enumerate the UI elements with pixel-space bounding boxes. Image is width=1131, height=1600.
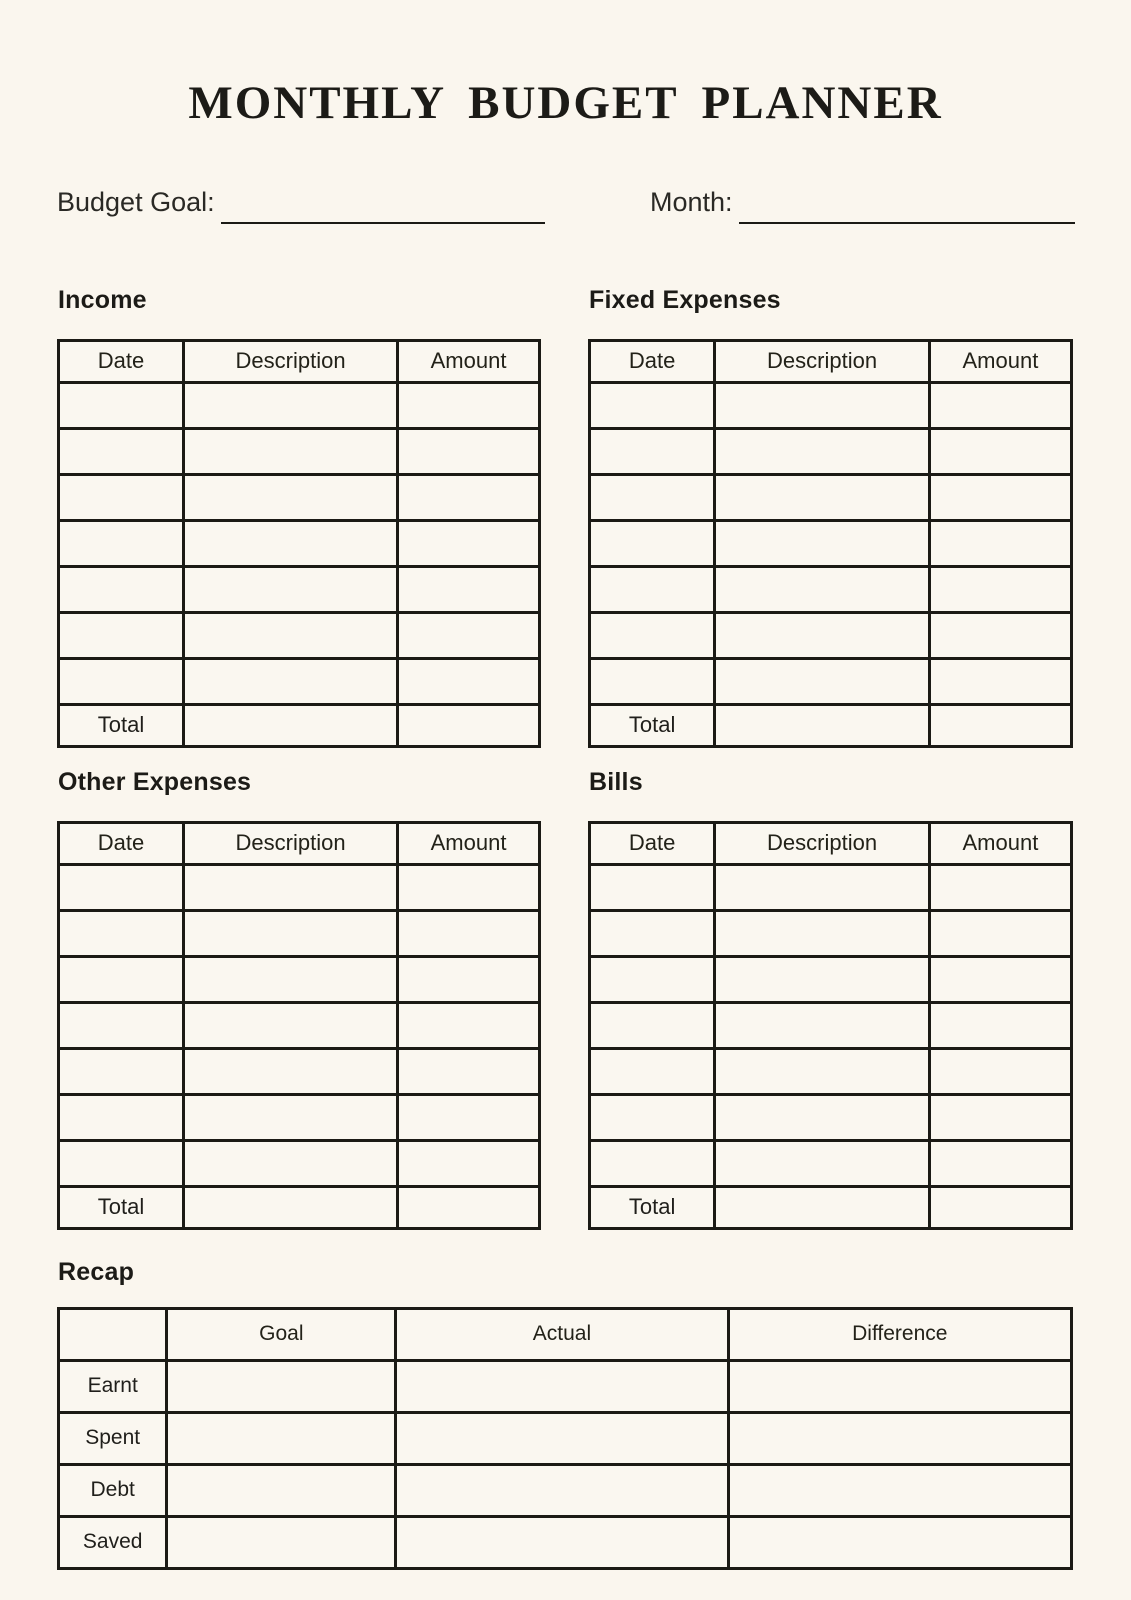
- bills-section: [588, 748, 1073, 1230]
- amount-cell: [929, 520, 1071, 566]
- total-row: [59, 1186, 540, 1228]
- header-fields: [57, 186, 1075, 220]
- description-cell: [184, 382, 398, 428]
- recap-row: [59, 1464, 1072, 1516]
- total-amount-cell: [929, 704, 1071, 746]
- description-cell: [184, 910, 398, 956]
- column-header-date: Date: [59, 340, 184, 382]
- total-description-cell: [184, 1186, 398, 1228]
- date-cell: [59, 864, 184, 910]
- date-cell: [59, 910, 184, 956]
- recap-row-label: Saved: [59, 1516, 167, 1568]
- income-table: [57, 339, 541, 748]
- date-cell: [59, 1140, 184, 1186]
- budget-goal-line: [221, 222, 545, 224]
- difference-cell: [728, 1412, 1071, 1464]
- description-cell: [184, 658, 398, 704]
- table-header-row: [590, 822, 1072, 864]
- month-line: [739, 222, 1075, 224]
- description-cell: [715, 566, 929, 612]
- description-cell: [184, 956, 398, 1002]
- table-row: [59, 428, 540, 474]
- description-cell: [715, 1094, 929, 1140]
- table-row: [59, 612, 540, 658]
- description-cell: [715, 474, 929, 520]
- total-description-cell: [715, 704, 929, 746]
- goal-cell: [167, 1516, 396, 1568]
- date-cell: [59, 474, 184, 520]
- column-header-amount: Amount: [398, 822, 540, 864]
- other-expenses-heading: Other Expenses: [58, 767, 252, 796]
- amount-cell: [398, 864, 540, 910]
- column-header-date: Date: [59, 822, 184, 864]
- total-amount-cell: [398, 1186, 540, 1228]
- table-row: [590, 1048, 1072, 1094]
- date-cell: [590, 566, 715, 612]
- total-label-cell: Total: [59, 704, 184, 746]
- description-cell: [715, 864, 929, 910]
- amount-cell: [398, 956, 540, 1002]
- recap-row: [59, 1516, 1072, 1568]
- description-cell: [184, 520, 398, 566]
- amount-cell: [929, 474, 1071, 520]
- date-cell: [590, 658, 715, 704]
- recap-table: [57, 1307, 1073, 1570]
- budget-goal-field: [57, 186, 545, 220]
- amount-cell: [929, 612, 1071, 658]
- recap-heading: Recap: [58, 1257, 135, 1286]
- amount-cell: [929, 658, 1071, 704]
- date-cell: [59, 612, 184, 658]
- description-cell: [715, 956, 929, 1002]
- date-cell: [59, 382, 184, 428]
- table-header-row: [590, 340, 1072, 382]
- table-header-row: [59, 340, 540, 382]
- column-header-date: Date: [590, 822, 715, 864]
- amount-cell: [398, 1048, 540, 1094]
- table-row: [590, 658, 1072, 704]
- description-cell: [715, 612, 929, 658]
- table-row: [59, 956, 540, 1002]
- recap-row: [59, 1360, 1072, 1412]
- tables-grid: [57, 286, 1131, 1230]
- date-cell: [590, 382, 715, 428]
- total-label-cell: Total: [59, 1186, 184, 1228]
- table-row: [59, 658, 540, 704]
- column-header-description: Description: [715, 822, 929, 864]
- recap-column-goal: Goal: [167, 1308, 396, 1360]
- recap-column-actual: Actual: [396, 1308, 728, 1360]
- description-cell: [184, 1094, 398, 1140]
- description-cell: [184, 1048, 398, 1094]
- amount-cell: [398, 520, 540, 566]
- amount-cell: [398, 1094, 540, 1140]
- other-expenses-section: [57, 748, 541, 1230]
- table-row: [59, 382, 540, 428]
- column-header-description: Description: [184, 822, 398, 864]
- table-row: [59, 1094, 540, 1140]
- description-cell: [715, 1002, 929, 1048]
- amount-cell: [398, 474, 540, 520]
- column-header-amount: Amount: [929, 340, 1071, 382]
- description-cell: [715, 1048, 929, 1094]
- description-cell: [715, 382, 929, 428]
- amount-cell: [398, 658, 540, 704]
- income-section: [57, 286, 541, 748]
- total-row: [590, 1186, 1072, 1228]
- table-row: [59, 910, 540, 956]
- column-header-amount: Amount: [398, 340, 540, 382]
- table-row: [590, 1002, 1072, 1048]
- date-cell: [590, 1140, 715, 1186]
- goal-cell: [167, 1412, 396, 1464]
- description-cell: [715, 520, 929, 566]
- date-cell: [59, 1002, 184, 1048]
- bills-table: [588, 821, 1073, 1230]
- actual-cell: [396, 1412, 728, 1464]
- recap-row-label: Earnt: [59, 1360, 167, 1412]
- recap-column-difference: Difference: [728, 1308, 1071, 1360]
- date-cell: [590, 956, 715, 1002]
- table-row: [59, 864, 540, 910]
- table-row: [59, 474, 540, 520]
- amount-cell: [929, 382, 1071, 428]
- description-cell: [184, 566, 398, 612]
- date-cell: [59, 520, 184, 566]
- goal-cell: [167, 1464, 396, 1516]
- amount-cell: [929, 1140, 1071, 1186]
- total-row: [59, 704, 540, 746]
- description-cell: [715, 658, 929, 704]
- table-row: [590, 910, 1072, 956]
- column-header-amount: Amount: [929, 822, 1071, 864]
- date-cell: [590, 910, 715, 956]
- description-cell: [184, 474, 398, 520]
- description-cell: [184, 1002, 398, 1048]
- description-cell: [715, 1140, 929, 1186]
- table-header-row: [59, 822, 540, 864]
- column-header-date: Date: [590, 340, 715, 382]
- date-cell: [590, 612, 715, 658]
- budget-goal-label: Budget Goal:: [57, 187, 215, 217]
- recap-header-row: [59, 1308, 1072, 1360]
- total-label-cell: Total: [590, 704, 715, 746]
- fixed-expenses-table: [588, 339, 1073, 748]
- amount-cell: [929, 1048, 1071, 1094]
- table-row: [590, 520, 1072, 566]
- date-cell: [590, 1094, 715, 1140]
- amount-cell: [398, 566, 540, 612]
- amount-cell: [929, 956, 1071, 1002]
- other-expenses-table: [57, 821, 541, 1230]
- month-field: [650, 186, 1075, 220]
- amount-cell: [398, 612, 540, 658]
- goal-cell: [167, 1360, 396, 1412]
- table-row: [590, 382, 1072, 428]
- amount-cell: [398, 1002, 540, 1048]
- amount-cell: [929, 566, 1071, 612]
- date-cell: [590, 1002, 715, 1048]
- total-row: [590, 704, 1072, 746]
- difference-cell: [728, 1360, 1071, 1412]
- amount-cell: [929, 1094, 1071, 1140]
- total-description-cell: [715, 1186, 929, 1228]
- date-cell: [590, 474, 715, 520]
- table-row: [590, 474, 1072, 520]
- table-row: [590, 1140, 1072, 1186]
- date-cell: [590, 864, 715, 910]
- difference-cell: [728, 1464, 1071, 1516]
- table-row: [590, 1094, 1072, 1140]
- table-row: [59, 566, 540, 612]
- date-cell: [590, 520, 715, 566]
- fixed-expenses-heading: Fixed Expenses: [589, 285, 781, 314]
- recap-row-label: Debt: [59, 1464, 167, 1516]
- date-cell: [59, 1094, 184, 1140]
- amount-cell: [929, 428, 1071, 474]
- date-cell: [590, 428, 715, 474]
- income-heading: Income: [58, 285, 147, 314]
- table-row: [59, 520, 540, 566]
- recap-row: [59, 1412, 1072, 1464]
- description-cell: [715, 428, 929, 474]
- date-cell: [590, 1048, 715, 1094]
- page-title: MONTHLY BUDGET PLANNER: [188, 77, 943, 129]
- recap-row-label: Spent: [59, 1412, 167, 1464]
- date-cell: [59, 1048, 184, 1094]
- total-description-cell: [184, 704, 398, 746]
- bills-heading: Bills: [589, 767, 643, 796]
- table-row: [59, 1140, 540, 1186]
- column-header-description: Description: [715, 340, 929, 382]
- amount-cell: [929, 1002, 1071, 1048]
- fixed-expenses-section: [588, 286, 1073, 748]
- total-amount-cell: [398, 704, 540, 746]
- difference-cell: [728, 1516, 1071, 1568]
- table-row: [590, 612, 1072, 658]
- amount-cell: [929, 910, 1071, 956]
- description-cell: [184, 612, 398, 658]
- table-row: [59, 1002, 540, 1048]
- table-row: [59, 1048, 540, 1094]
- recap-corner-cell: [59, 1308, 167, 1360]
- table-row: [590, 428, 1072, 474]
- description-cell: [184, 428, 398, 474]
- month-label: Month:: [650, 187, 733, 217]
- amount-cell: [398, 382, 540, 428]
- date-cell: [59, 428, 184, 474]
- total-label-cell: Total: [590, 1186, 715, 1228]
- actual-cell: [396, 1360, 728, 1412]
- amount-cell: [398, 1140, 540, 1186]
- actual-cell: [396, 1516, 728, 1568]
- table-row: [590, 956, 1072, 1002]
- table-row: [590, 566, 1072, 612]
- amount-cell: [398, 910, 540, 956]
- date-cell: [59, 566, 184, 612]
- actual-cell: [396, 1464, 728, 1516]
- description-cell: [715, 910, 929, 956]
- amount-cell: [929, 864, 1071, 910]
- table-row: [590, 864, 1072, 910]
- total-amount-cell: [929, 1186, 1071, 1228]
- description-cell: [184, 864, 398, 910]
- date-cell: [59, 956, 184, 1002]
- amount-cell: [398, 428, 540, 474]
- column-header-description: Description: [184, 340, 398, 382]
- date-cell: [59, 658, 184, 704]
- description-cell: [184, 1140, 398, 1186]
